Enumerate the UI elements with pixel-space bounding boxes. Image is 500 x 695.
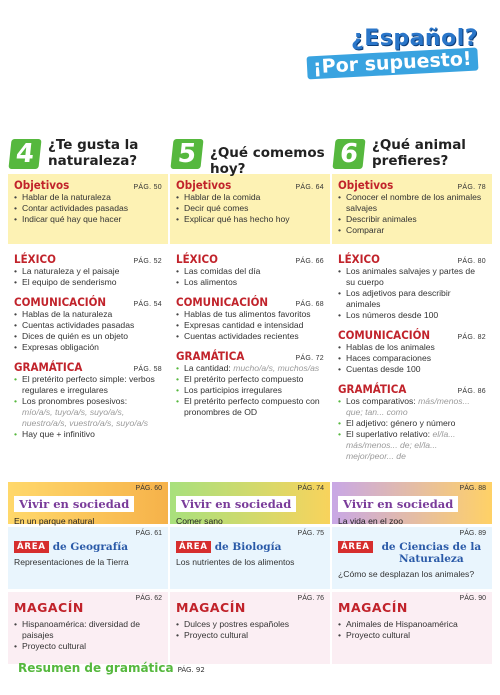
page-ref: PÁG. 90 [459, 595, 486, 602]
list-item: • Proyecto cultural [338, 630, 486, 641]
magacin-card [332, 592, 492, 664]
page-ref: PÁG. 82 [457, 334, 486, 341]
vivir-subtitle: Comer sano [176, 516, 223, 526]
list-item: • Cuentas actividades pasadas [14, 320, 162, 331]
list-item: • El equipo de senderismo [14, 277, 162, 288]
unit-number-badge: 5 [170, 139, 203, 169]
magacin-card [170, 592, 330, 664]
unit-number-badge: 6 [332, 139, 365, 169]
list-item: • Contar actividades pasadas [14, 203, 162, 214]
list-item: • Hay que + infinitivo [14, 429, 162, 440]
magacin-title: MAGACÍN [14, 600, 84, 615]
magacin-title: MAGACÍN [176, 600, 246, 615]
gramatica-section [338, 382, 486, 462]
list-item: • Los animales salvajes y partes de su cuerpo [338, 266, 486, 288]
lexico-section [14, 252, 162, 288]
list-item: • Proyecto cultural [176, 630, 324, 641]
gramatica-section [14, 360, 162, 440]
page-ref: PÁG. 75 [297, 530, 324, 537]
section-title: LÉXICO [176, 252, 218, 266]
list-item [176, 363, 324, 374]
magacin-row [8, 592, 492, 664]
list-item [338, 396, 486, 418]
unit-number-badge: 4 [8, 139, 41, 169]
vivir-title: Vivir en sociedad [176, 496, 296, 512]
unit-body [332, 244, 492, 461]
vivir-card [170, 482, 330, 524]
section-title: GRAMÁTICA [14, 360, 83, 374]
list-item: • El pretérito perfecto compuesto con pronombres de OD [176, 396, 324, 418]
example-text: el/la... más/menos... de; el/la... mejor/peor... de [346, 429, 456, 461]
section-title: COMUNICACIÓN [176, 295, 269, 309]
section-title: COMUNICACIÓN [338, 328, 431, 342]
page-ref: PÁG. 61 [135, 530, 162, 537]
area-row [8, 527, 492, 589]
page-ref: PÁG. 50 [133, 184, 162, 191]
section-title: LÉXICO [338, 252, 380, 266]
vivir-card [332, 482, 492, 524]
area-card [332, 527, 492, 589]
list-item [338, 429, 486, 462]
page-ref: PÁG. 58 [133, 366, 162, 373]
area-title: de Geografía [52, 541, 129, 553]
list-item: • Hablar de la comida [176, 192, 324, 203]
list-item: • Hablas de tus alimentos favoritos [176, 309, 324, 320]
unit-title: ¿Qué animal prefieres? [372, 137, 466, 169]
lexico-section [176, 252, 324, 288]
page-ref: PÁG. 54 [133, 301, 162, 308]
unit-header [170, 136, 330, 177]
vivir-subtitle: La vida en el zoo [338, 516, 403, 526]
page-ref: PÁG. 88 [459, 485, 486, 492]
page-ref: PÁG. 89 [459, 530, 486, 537]
list-item: • Los adjetivos para describir animales [338, 288, 486, 310]
list-item: • Conocer el nombre de los animales salvajes [338, 192, 486, 214]
example-text: mucho/a/s, muchos/as [233, 363, 320, 373]
area-card [8, 527, 168, 589]
area-subtitle: Representaciones de la Tierra [14, 557, 129, 567]
objetivos-box [170, 174, 330, 244]
list-item: • El pretérito perfecto compuesto [176, 374, 324, 385]
unit-header [332, 136, 492, 174]
objetivos-title: Objetivos [14, 178, 70, 192]
list-item: • Los participios irregulares [176, 385, 324, 396]
gramatica-section [176, 349, 324, 418]
list-item: • La naturaleza y el paisaje [14, 266, 162, 277]
objetivos-box [8, 174, 168, 244]
list-item: • Los alimentos [176, 277, 324, 288]
unit-title: ¿Qué comemos hoy? [210, 145, 325, 177]
item-text: Los comparativos: [346, 396, 416, 406]
list-item: • Describir animales [338, 214, 486, 225]
unit-column-4 [8, 136, 168, 454]
area-badge: ÁREA [338, 541, 373, 553]
page-ref: PÁG. 86 [457, 388, 486, 395]
list-item: • Los números desde 100 [338, 310, 486, 321]
list-item: • El adjetivo: género y número [338, 418, 486, 429]
page-ref: PÁG. 68 [295, 301, 324, 308]
objetivos-title: Objetivos [176, 178, 232, 192]
vivir-title: Vivir en sociedad [14, 496, 134, 512]
brand-logo [307, 26, 478, 79]
page-ref: PÁG. 62 [135, 595, 162, 602]
list-item: • Hablas de los animales [338, 342, 486, 353]
page-ref: PÁG. 76 [297, 595, 324, 602]
comunicacion-section [176, 295, 324, 342]
list-item: • Expresas cantidad e intensidad [176, 320, 324, 331]
magacin-title: MAGACÍN [338, 600, 408, 615]
section-title: GRAMÁTICA [338, 382, 407, 396]
unit-header [8, 136, 168, 174]
vivir-en-sociedad-row [8, 482, 492, 524]
unit-column-6 [332, 136, 492, 461]
page-ref: PÁG. 78 [457, 184, 486, 191]
list-item [14, 396, 162, 429]
comunicacion-section [338, 328, 486, 375]
unit-column-5 [170, 136, 330, 454]
resumen-title: Resumen de gramática [18, 661, 174, 675]
list-item: • Indicar qué hay que hacer [14, 214, 162, 225]
unit-body [8, 244, 168, 454]
lexico-section [338, 252, 486, 321]
list-item: • Explicar qué has hecho hoy [176, 214, 324, 225]
area-subtitle: Los nutrientes de los alimentos [176, 557, 295, 567]
logo-line-1: ¿Español? [350, 26, 478, 51]
list-item: • Proyecto cultural [14, 641, 162, 652]
area-subtitle: ¿Cómo se desplazan los animales? [338, 569, 475, 579]
item-text: Los pronombres posesivos: [22, 396, 128, 406]
page-ref: PÁG. 60 [135, 485, 162, 492]
objetivos-box [332, 174, 492, 244]
magacin-card [8, 592, 168, 664]
list-item: • Dices de quién es un objeto [14, 331, 162, 342]
list-item: • Dulces y postres españoles [176, 619, 324, 630]
page-ref: PÁG. 92 [177, 666, 205, 674]
resumen-gramatica [18, 661, 205, 675]
list-item: • Haces comparaciones [338, 353, 486, 364]
area-badge: ÁREA [176, 541, 211, 553]
list-item: • Las comidas del día [176, 266, 324, 277]
list-item: • Hablar de la naturaleza [14, 192, 162, 203]
page-ref: PÁG. 66 [295, 258, 324, 265]
unit-body [170, 244, 330, 454]
unit-title: ¿Te gusta la naturaleza? [48, 137, 139, 169]
section-title: GRAMÁTICA [176, 349, 245, 363]
list-item: • Cuentas actividades recientes [176, 331, 324, 342]
page-ref: PÁG. 80 [457, 258, 486, 265]
example-text: mío/a/s, tuyo/a/s, suyo/a/s, nuestro/a/s, vuestro/a/s, suyo/a/s [22, 407, 149, 428]
vivir-subtitle: En un parque natural [14, 516, 95, 526]
page-ref: PÁG. 74 [297, 485, 324, 492]
example-text: más/menos... que; tan... como [346, 396, 470, 417]
objetivos-title: Objetivos [338, 178, 394, 192]
section-title: COMUNICACIÓN [14, 295, 107, 309]
area-card [170, 527, 330, 589]
list-item: • Decir qué comes [176, 203, 324, 214]
vivir-title: Vivir en sociedad [338, 496, 458, 512]
page-ref: PÁG. 72 [295, 355, 324, 362]
list-item: • Hispanoamérica: diversidad de paisajes [14, 619, 162, 641]
comunicacion-section [14, 295, 162, 353]
vivir-card [8, 482, 168, 524]
list-item: • Animales de Hispanoamérica [338, 619, 486, 630]
area-title: de Biología [214, 541, 282, 553]
list-item: • Hablas de la naturaleza [14, 309, 162, 320]
page-ref: PÁG. 64 [295, 184, 324, 191]
item-text: El superlativo relativo: [346, 429, 431, 439]
list-item: • Comparar [338, 225, 486, 236]
page-ref: PÁG. 52 [133, 258, 162, 265]
area-badge: ÁREA [14, 541, 49, 553]
section-title: LÉXICO [14, 252, 56, 266]
list-item: • Expresas obligación [14, 342, 162, 353]
area-title: de Ciencias de la Naturaleza [381, 541, 482, 565]
list-item: • El pretérito perfecto simple: verbos regulares e irregulares [14, 374, 162, 396]
list-item: • Cuentas desde 100 [338, 364, 486, 375]
item-text: La cantidad: [184, 363, 231, 373]
logo-line-2: ¡Por supuesto! [307, 48, 479, 80]
